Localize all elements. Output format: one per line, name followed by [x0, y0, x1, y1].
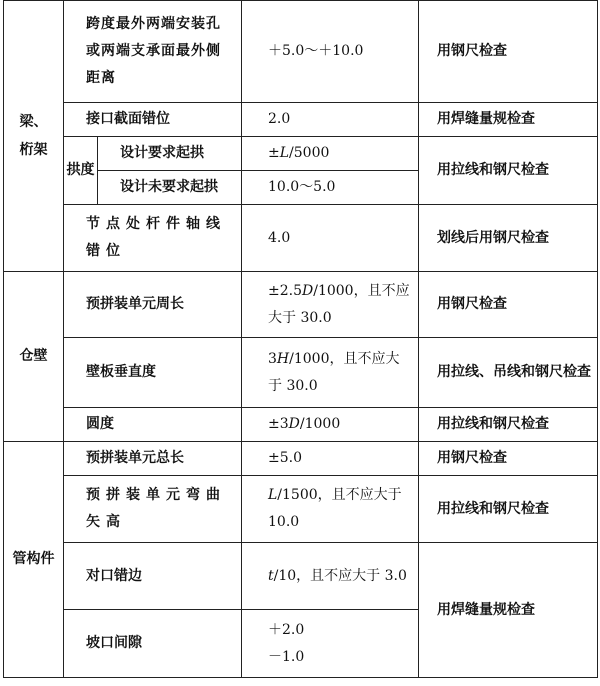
method-roundness: 用拉线和钢尺检查 — [419, 408, 598, 442]
item-total-length: 预拼装单元总长 — [64, 442, 242, 476]
method-span: 用钢尺检查 — [419, 1, 598, 103]
table-row — [4, 272, 598, 338]
item-edge: 对口错边 — [64, 543, 242, 610]
tol-vertical: 3H/1000，且不应大于 30.0 — [242, 338, 419, 408]
table-row — [4, 1, 598, 103]
tolerance-table — [3, 0, 598, 678]
table-row — [4, 338, 598, 408]
table-row — [4, 137, 598, 171]
item-gap: 坡口间隙 — [64, 610, 242, 678]
method-node: 划线后用钢尺检查 — [419, 205, 598, 272]
category-pipe: 管构件 — [4, 442, 64, 678]
method-camber: 用拉线和钢尺检查 — [419, 137, 598, 205]
camber-label: 拱度 — [64, 137, 98, 205]
tol-gap-minus: －1.0 — [268, 648, 305, 665]
tol-joint: 2.0 — [242, 103, 419, 137]
tol-node: 4.0 — [242, 205, 419, 272]
category-beam: 梁、 桁架 — [4, 1, 64, 272]
table-row — [4, 205, 598, 272]
tol-gap-plus: ＋2.0 — [268, 621, 305, 638]
method-perimeter: 用钢尺检查 — [419, 272, 598, 338]
item-camber-not-required: 设计未要求起拱 — [98, 171, 242, 205]
tol-edge: t/10，且不应大于 3.0 — [242, 543, 419, 610]
method-weld: 用焊缝量规检查 — [419, 543, 598, 678]
item-joint: 接口截面错位 — [64, 103, 242, 137]
tol-camber-required: ±L/5000 — [242, 137, 419, 171]
item-vertical: 壁板垂直度 — [64, 338, 242, 408]
tol-bend: L/1500，且不应大于 10.0 — [242, 476, 419, 543]
table-row — [4, 408, 598, 442]
tol-total-length: ±5.0 — [242, 442, 419, 476]
item-node: 节点处杆件轴线错位 — [64, 205, 242, 272]
item-roundness: 圆度 — [64, 408, 242, 442]
tol-span: ＋5.0～＋10.0 — [242, 1, 419, 103]
method-total-length: 用钢尺检查 — [419, 442, 598, 476]
item-camber-required: 设计要求起拱 — [98, 137, 242, 171]
item-span: 跨度最外两端安装孔或两端支承面最外侧距离 — [64, 1, 242, 103]
item-perimeter: 预拼装单元周长 — [64, 272, 242, 338]
method-joint: 用焊缝量规检查 — [419, 103, 598, 137]
table-row — [4, 103, 598, 137]
table-row — [4, 543, 598, 610]
item-bend: 预拼装单元弯曲矢高 — [64, 476, 242, 543]
tol-perimeter: ±2.5D/1000，且不应大于 30.0 — [242, 272, 419, 338]
method-bend: 用拉线和钢尺检查 — [419, 476, 598, 543]
category-silo-wall: 仓壁 — [4, 272, 64, 442]
tol-camber-not-required: 10.0～5.0 — [242, 171, 419, 205]
tol-roundness: ±3D/1000 — [242, 408, 419, 442]
tol-gap — [242, 610, 419, 678]
table-row — [4, 442, 598, 476]
method-vertical: 用拉线、吊线和钢尺检查 — [419, 338, 598, 408]
table-row — [4, 476, 598, 543]
